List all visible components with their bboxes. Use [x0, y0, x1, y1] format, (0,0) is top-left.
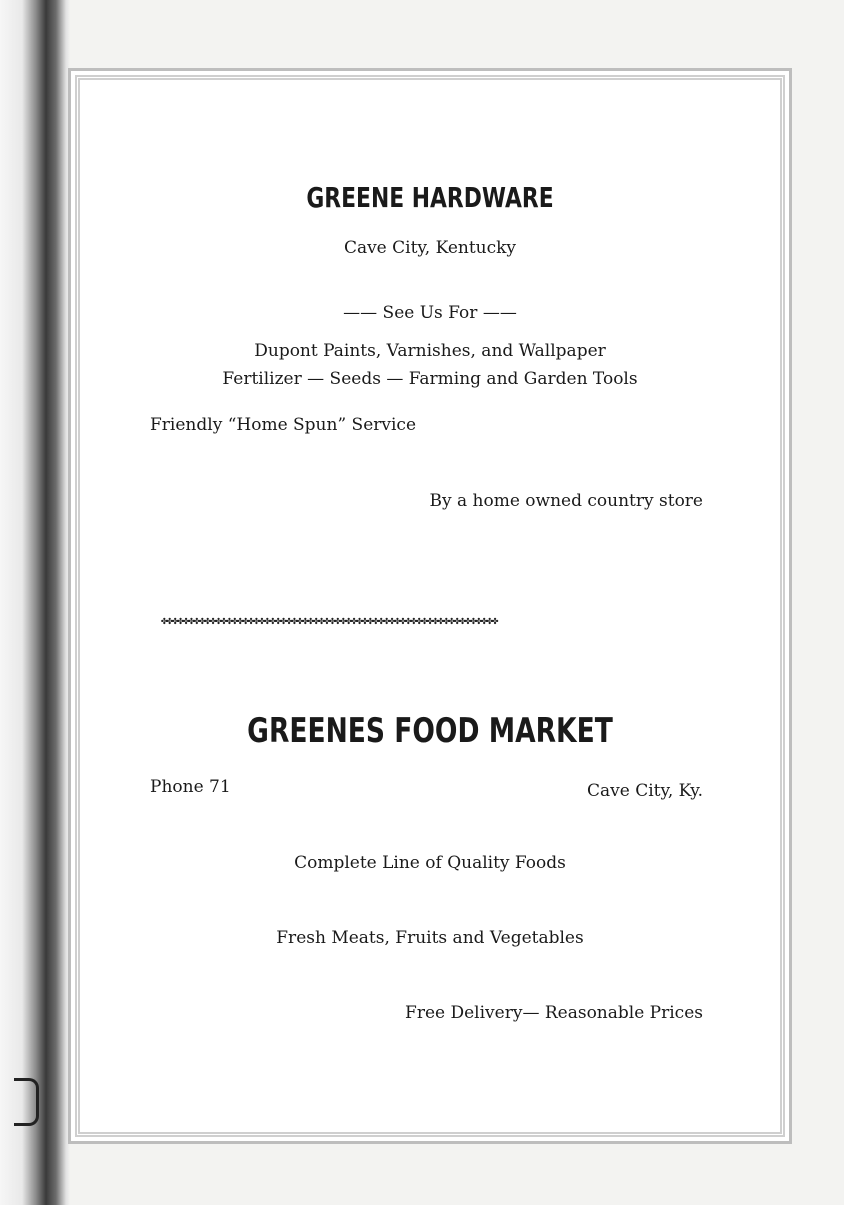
hardware-products-line1: Dupont Paints, Varnishes, and Wallpaper: [254, 341, 606, 361]
page-frame: [68, 68, 792, 1144]
market-line2: Fresh Meats, Fruits and Vegetables: [276, 928, 584, 948]
market-title: GREENES FOOD MARKET: [247, 711, 613, 751]
page-content: [83, 83, 777, 1129]
hardware-tagline: By a home owned country store: [429, 491, 703, 511]
book-spine: [0, 0, 70, 1205]
market-line1: Complete Line of Quality Foods: [294, 853, 566, 873]
market-location: Cave City, Ky.: [586, 781, 703, 801]
hardware-see-us: —— See Us For ——: [343, 303, 517, 323]
market-line3: Free Delivery— Reasonable Prices: [405, 1003, 703, 1023]
market-phone: Phone 71: [150, 777, 231, 797]
hardware-title: GREENE HARDWARE: [306, 181, 554, 214]
hardware-service: Friendly “Home Spun” Service: [150, 415, 417, 435]
hardware-products-line2: Fertilizer — Seeds — Farming and Garden Tools: [222, 369, 638, 389]
ornamental-divider: ✤✤✤✤✤✤✤✤✤✤✤✤✤✤✤✤✤✤✤✤✤✤✤✤✤✤✤✤✤✤✤✤✤✤✤✤✤✤✤✤✤✤✤✤✤✤✤✤✤✤✤✤✤✤✤✤✤✤✤✤✤✤: [161, 614, 498, 627]
binding-mark: [14, 1078, 39, 1126]
hardware-location: Cave City, Kentucky: [343, 238, 517, 258]
